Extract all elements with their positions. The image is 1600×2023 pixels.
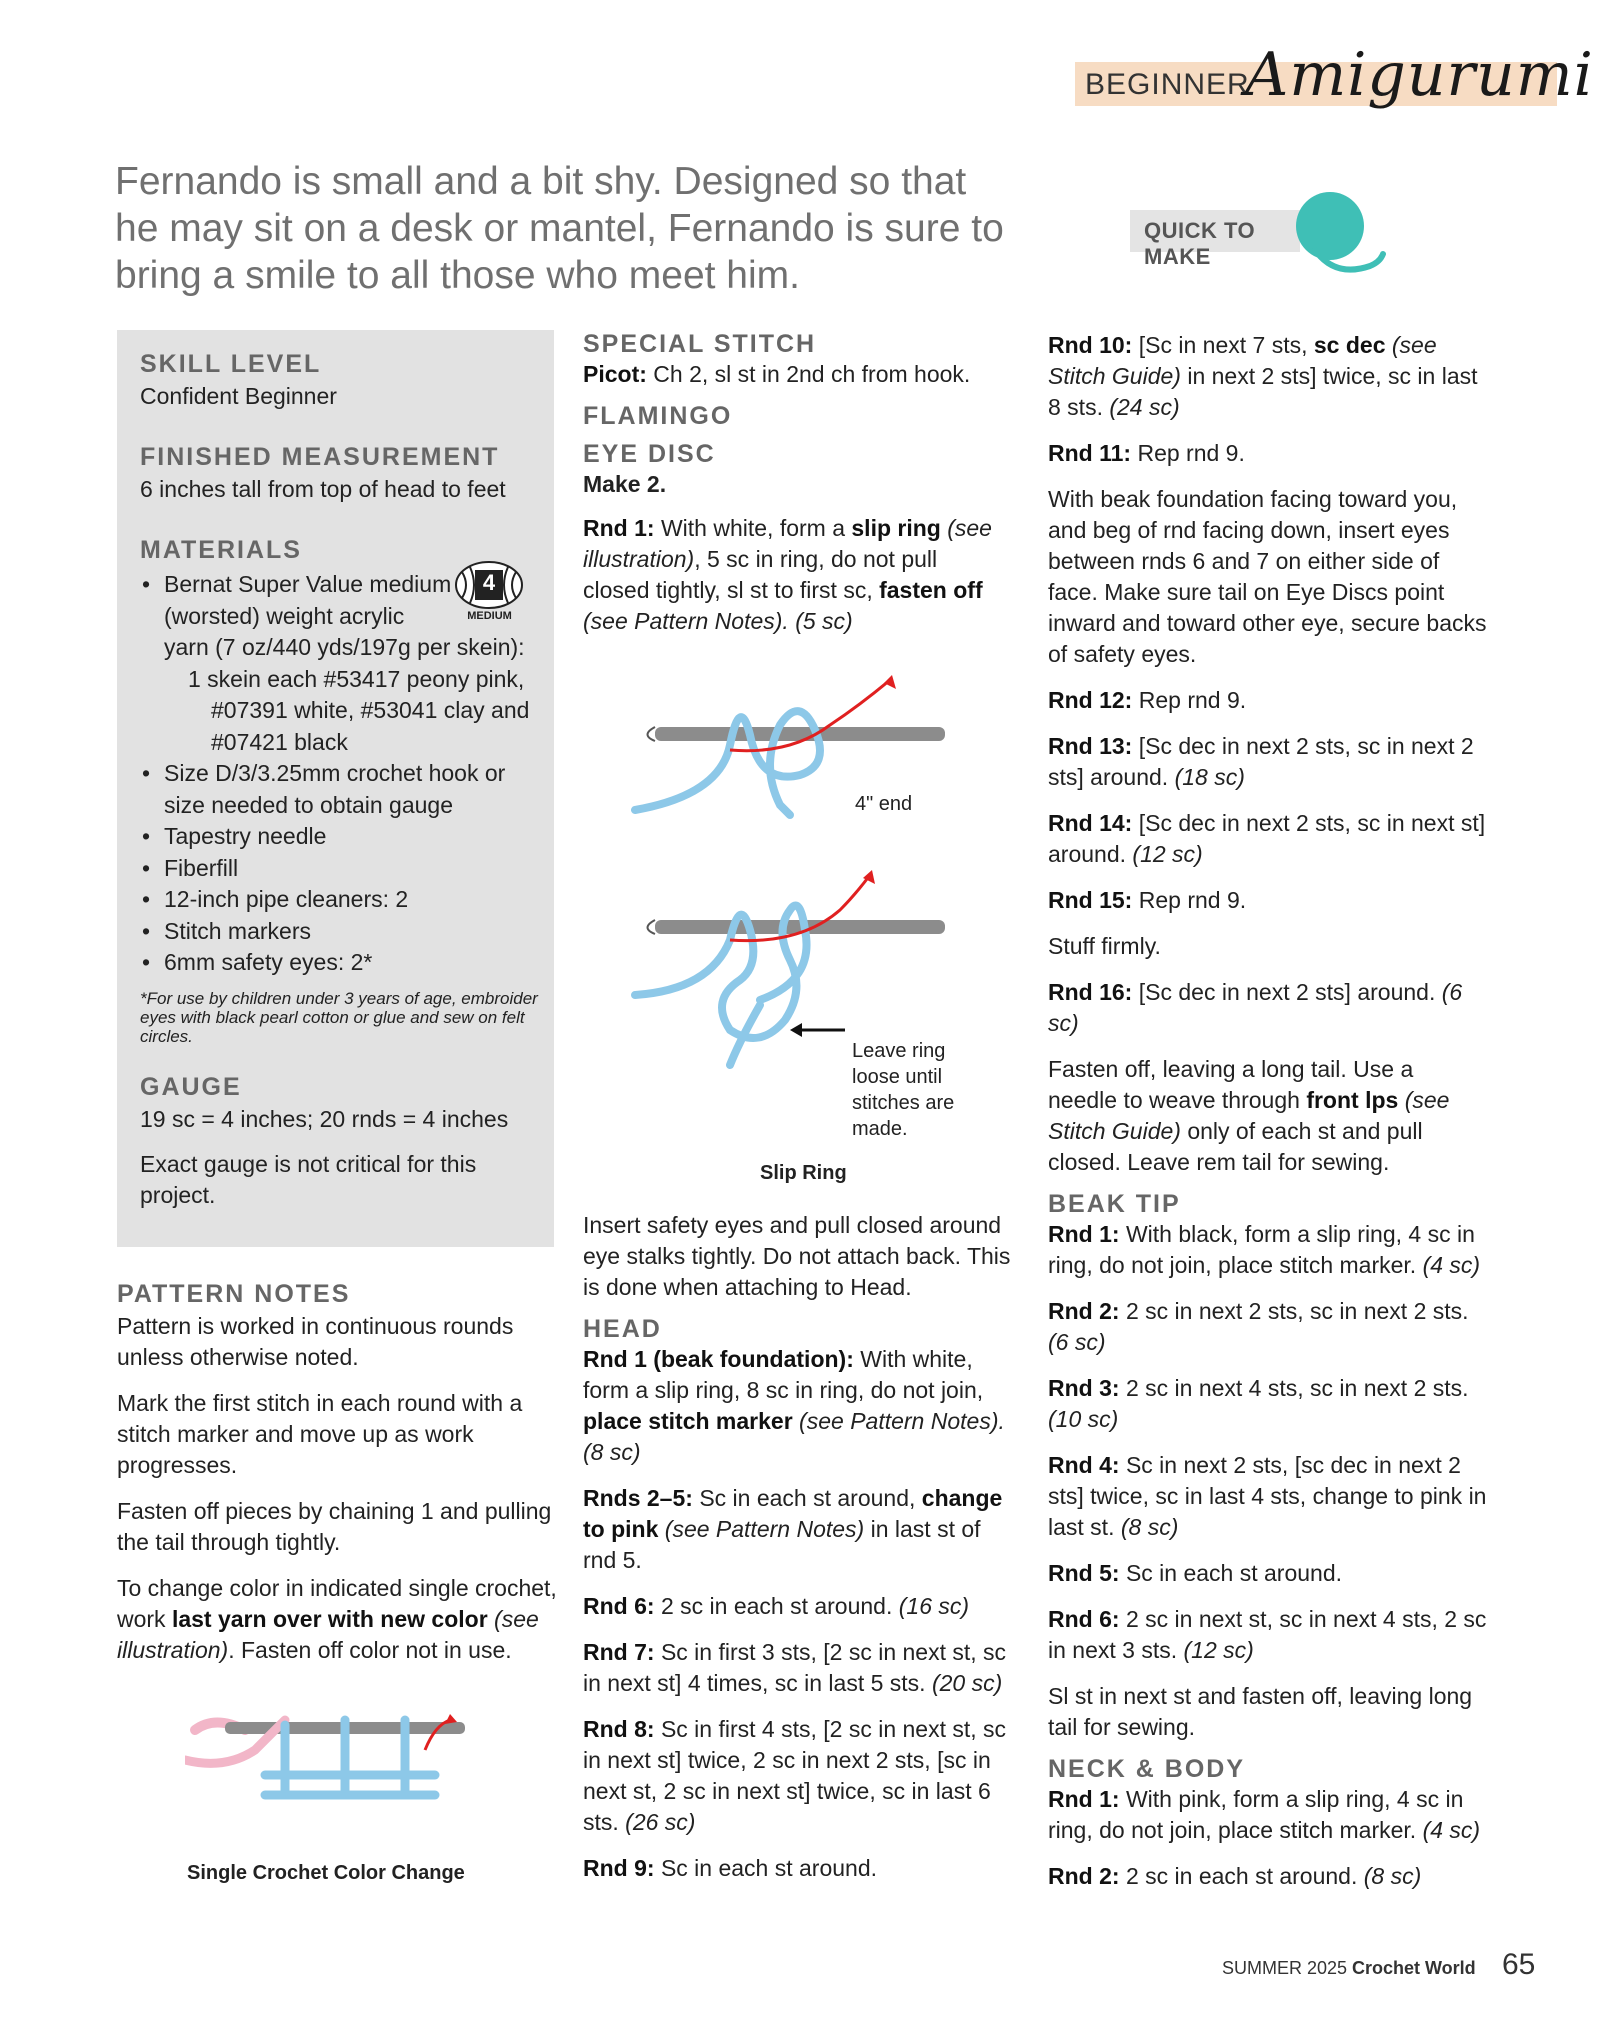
head-rnd14: Rnd 14: [Sc dec in next 2 sts, sc in next st] around. (12 sc) xyxy=(1048,810,1486,867)
material-item: • Stitch markers xyxy=(140,916,550,948)
sc-color-change-caption: Single Crochet Color Change xyxy=(187,1862,465,1884)
beak-rnd2: Rnd 2: 2 sc in next 2 sts, sc in next 2 sts. (6 sc) xyxy=(1048,1298,1469,1355)
head-rnd8: Rnd 8: Sc in first 4 sts, [2 sc in next st, sc in next st] twice, 2 sc in next 2 sts, [sc in next st, 2 sc in next st] twice, sc in last 6 sts. (26 sc) xyxy=(583,1716,1007,1835)
neck-rnd1: Rnd 1: With pink, form a slip ring, 4 sc in ring, do not join, place stitch marker. (4 sc) xyxy=(1048,1786,1481,1843)
head-section xyxy=(583,1210,1013,1884)
banner-beginner: BEGINNER xyxy=(1085,68,1250,101)
beak-rnd3: Rnd 3: 2 sc in next 4 sts, sc in next 2 sts. (10 sc) xyxy=(1048,1375,1469,1432)
head-fasten-off: Fasten off, leaving a long tail. Use a needle to weave through front lps (see Stitch Guide) only of each st and pull closed. Leave rem tail for sewing. xyxy=(1048,1056,1450,1175)
beak-rnd4: Rnd 4: Sc in next 2 sts, [sc dec in next 2 sts] twice, sc in last 4 sts, change to pink in last st. (8 sc) xyxy=(1048,1452,1487,1540)
head-rnd15: Rnd 15: Rep rnd 9. xyxy=(1048,887,1247,913)
head-rnd7: Rnd 7: Sc in first 3 sts, [2 sc in next st, sc in next st] 4 times, sc in last 5 sts. (20 sc) xyxy=(583,1639,1007,1696)
slip-ring-end-label: 4" end xyxy=(855,793,913,815)
yarn-weight-number: 4 xyxy=(482,570,496,595)
yarn-weight-symbol xyxy=(452,560,527,624)
slip-ring-note: Leave ring loose until stitches are made. xyxy=(852,1040,955,1140)
head-rnd1: Rnd 1 (beak foundation): With white, form a slip ring, 8 sc in ring, do not join, place stitch marker (see Pattern Notes). (8 sc) xyxy=(583,1346,1005,1465)
materials-heading: MATERIALS xyxy=(140,536,302,564)
intro-text: Fernando is small and a bit shy. Designed so that he may sit on a desk or mantel, Fernando is sure to bring a smile to all those who meet him. xyxy=(115,160,1004,297)
pattern-notes-heading: PATTERN NOTES xyxy=(117,1280,351,1308)
head-stuff: Stuff firmly. xyxy=(1048,933,1161,959)
head-rnd11: Rnd 11: Rep rnd 9. xyxy=(1048,440,1245,466)
head-rnd10: Rnd 10: [Sc in next 7 sts, sc dec (see Stitch Guide) in next 2 sts] twice, sc in last 8 sts. (24 sc) xyxy=(1048,332,1478,420)
head-rnds2-5: Rnds 2–5: Sc in each st around, change to pink (see Pattern Notes) in last st of rnd 5. xyxy=(583,1485,1003,1573)
head-continued-section xyxy=(1048,330,1488,1892)
material-item: • 6mm safety eyes: 2* xyxy=(140,947,550,979)
slip-ring-caption: Slip Ring xyxy=(760,1162,847,1184)
pattern-note: Pattern is worked in continuous rounds unless otherwise noted. xyxy=(117,1313,514,1370)
section-banner xyxy=(1075,40,1594,110)
materials-note: *For use by children under 3 years of age, embroider eyes with black pearl cotton or glue and sew on felt circles. xyxy=(140,988,538,1046)
material-yarn: • Bernat Super Value medium (worsted) weight acrylic yarn (7 oz/440 yds/197g per skein): 1 skein each #53417 peony pink, #07391 white, #53041 clay and #07421 black xyxy=(140,569,550,758)
footer-magazine: Crochet World xyxy=(1352,1958,1476,1978)
beak-rnd6: Rnd 6: 2 sc in next st, sc in next 4 sts, 2 sc in next 3 sts. (12 sc) xyxy=(1048,1606,1487,1663)
head-eye-placement: With beak foundation facing toward you, and beg of rnd facing down, insert eyes between rnds 6 and 7 on either side of face. Make sure tail on Eye Discs point inward and toward other eye, secure backs of safety eyes. xyxy=(1048,486,1487,667)
quick-to-make-label: QUICK TO MAKE xyxy=(1144,218,1256,269)
gauge-heading: GAUGE xyxy=(140,1073,242,1101)
beak-tip-heading: BEAK TIP xyxy=(1048,1190,1181,1218)
eye-disc-rnd1: Rnd 1: With white, form a slip ring (see illustration), 5 sc in ring, do not pull closed tightly, sl st to first sc, fasten off (see Pattern Notes). (5 sc) xyxy=(583,515,992,634)
skill-value: Confident Beginner xyxy=(140,383,337,409)
beak-slst: Sl st in next st and fasten off, leaving long tail for sewing. xyxy=(1048,1683,1473,1740)
neck-body-heading: NECK & BODY xyxy=(1048,1755,1246,1783)
yarn-weight-label: MEDIUM xyxy=(467,610,512,622)
page-number: 65 xyxy=(1502,1948,1536,1981)
insert-eyes-text: Insert safety eyes and pull closed around eye stalks tightly. Do not attach back. This is done when attaching to Head. xyxy=(583,1212,1011,1300)
head-rnd16: Rnd 16: [Sc dec in next 2 sts] around. (6 sc) xyxy=(1048,979,1463,1036)
sc-color-change-illustration xyxy=(185,1700,485,1810)
pattern-note: Mark the first stitch in each round with a stitch marker and move up as work progresses. xyxy=(117,1390,523,1478)
skill-heading: SKILL LEVEL xyxy=(140,350,322,378)
pattern-notes-section xyxy=(117,1280,557,1666)
finished-value: 6 inches tall from top of head to feet xyxy=(140,476,506,502)
special-stitch-text: Picot: Ch 2, sl st in 2nd ch from hook. xyxy=(583,361,971,387)
material-item: • Tapestry needle xyxy=(140,821,550,853)
footer-issue: SUMMER 2025 xyxy=(1222,1958,1348,1978)
special-stitch-section xyxy=(583,330,1003,637)
quick-to-make-badge xyxy=(1130,210,1300,269)
head-heading: HEAD xyxy=(583,1315,662,1343)
eye-disc-heading: EYE DISC xyxy=(583,440,716,468)
banner-amigurumi: Amigurumi xyxy=(1245,40,1594,110)
skill-section xyxy=(140,350,540,412)
neck-rnd2: Rnd 2: 2 sc in each st around. (8 sc) xyxy=(1048,1863,1422,1889)
yarn-ball-icon xyxy=(1285,188,1390,278)
material-item: • Fiberfill xyxy=(140,853,550,885)
head-rnd9: Rnd 9: Sc in each st around. xyxy=(583,1855,878,1881)
pattern-note: To change color in indicated single crochet, work last yarn over with new color (see illustration). Fasten off color not in use. xyxy=(117,1575,557,1663)
head-rnd13: Rnd 13: [Sc dec in next 2 sts, sc in next 2 sts] around. (18 sc) xyxy=(1048,733,1474,790)
gauge-note: Exact gauge is not critical for this project. xyxy=(140,1151,477,1208)
finished-section xyxy=(140,443,550,505)
material-item: • 12-inch pipe cleaners: 2 xyxy=(140,884,550,916)
material-hook: • Size D/3/3.25mm crochet hook or size needed to obtain gauge xyxy=(140,758,550,821)
head-rnd6: Rnd 6: 2 sc in each st around. (16 sc) xyxy=(583,1593,970,1619)
head-rnd12: Rnd 12: Rep rnd 9. xyxy=(1048,687,1247,713)
special-stitch-heading: SPECIAL STITCH xyxy=(583,330,817,358)
gauge-value: 19 sc = 4 inches; 20 rnds = 4 inches xyxy=(140,1106,509,1132)
beak-rnd1: Rnd 1: With black, form a slip ring, 4 sc in ring, do not join, place stitch marker. (4 sc) xyxy=(1048,1221,1481,1278)
flamingo-heading: FLAMINGO xyxy=(583,402,733,430)
pattern-note: Fasten off pieces by chaining 1 and pulling the tail through tightly. xyxy=(117,1498,552,1555)
gauge-section xyxy=(140,1073,540,1211)
beak-rnd5: Rnd 5: Sc in each st around. xyxy=(1048,1560,1343,1586)
finished-heading: FINISHED MEASUREMENT xyxy=(140,443,500,471)
eye-disc-make: Make 2. xyxy=(583,471,667,497)
